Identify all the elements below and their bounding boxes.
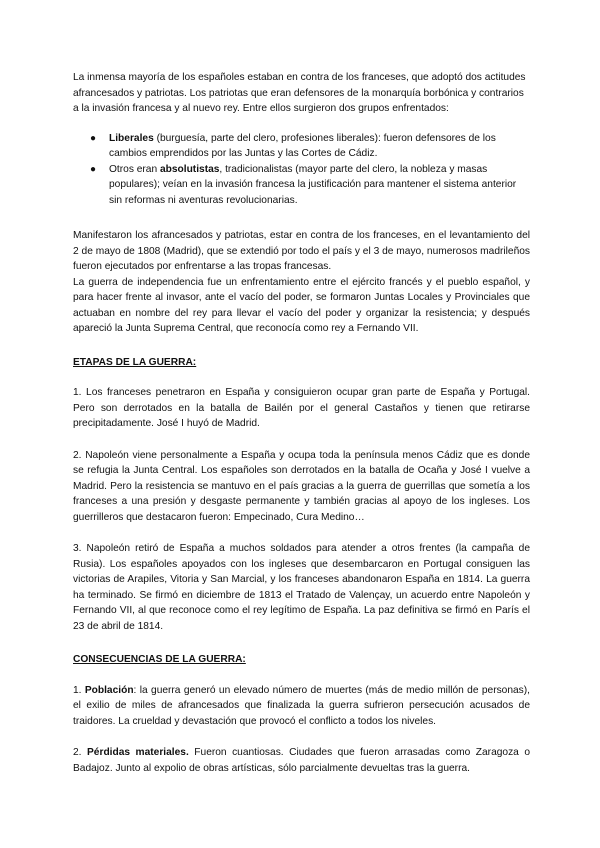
absolutistas-term: absolutistas bbox=[159, 163, 220, 175]
bullet-icon: ● bbox=[90, 163, 97, 175]
absolutistas-prefix: Otros eran bbox=[109, 163, 160, 175]
consecuencia-2 bbox=[73, 745, 530, 776]
list-item-liberales bbox=[90, 131, 530, 162]
consecuencia-2-title: Pérdidas materiales. bbox=[87, 747, 189, 758]
etapa-3: 3. Napoleón retiró de España a muchos soldados para atender a otros frentes (la campaña de Rusia). Los españoles apoyados con los ingleses que desembarcaron en Portugal consiguen las victorias de Arapiles, Vitoria y San Marcial, y los franceses abandonaron España en 1814. La guerra ha terminado. Se firmó en diciembre de 1813 el Tratado de Valençay, un acuerdo entre Napoleón y Fernando VII, al que reconoce como el rey legítimo de España. La paz definitiva se firmó en París el 23 de abril de 1814. bbox=[73, 543, 530, 632]
consecuencia-2-text: Fueron cuantiosas. Ciudades que fueron arrasadas como Zaragoza o Badajoz. Junto al expolio de obras artísticas, sólo parcialmente devueltas tras la guerra. bbox=[73, 747, 531, 774]
etapa-1: 1. Los franceses penetraron en España y consiguieron ocupar gran parte de España y Portugal. Pero son derrotados en la batalla de Bailén por el general Castaños y tienen que retirarse precipitadamente. José I huyó de Madrid. bbox=[73, 387, 530, 429]
etapa-2: 2. Napoleón viene personalmente a España y ocupa toda la península menos Cádiz que es donde se refugia la Junta Central. Los españoles son derrotados en la batalla de Ocaña y José I vuelve a Madrid. Pero la resistencia se mantuvo en el país gracias a la guerra de guerrillas que sometía a los franceses a una presión y desgaste permanente y también gracias al apoyo de los ingleses. Los guerrilleros que destacaron fueron: Empecinado, Cura Medino… bbox=[73, 449, 530, 523]
consecuencia-1-title: Población bbox=[84, 684, 134, 696]
groups-list bbox=[73, 131, 530, 209]
liberales-text: (burguesía, parte del clero, profesiones liberales): fueron defensores de los cambios emprendidos por las Juntas y las Cortes de Cádiz. bbox=[109, 132, 496, 159]
consecuencia-1-num: 1. bbox=[73, 684, 85, 696]
heading-etapas: ETAPAS DE LA GUERRA: bbox=[73, 356, 197, 368]
consecuencia-1 bbox=[73, 683, 530, 730]
absolutistas-text: , tradicionalistas (mayor parte del clero, la nobleza y masas populares); veían en la invasión francesa la justificación para mantener el sistema anterior sin reformas ni aventuras revolucionarias. bbox=[109, 163, 517, 206]
list-item-absolutistas bbox=[90, 162, 530, 209]
consecuencia-1-text: : la guerra generó un elevado número de muertes (más de medio millón de personas), el exilio de miles de afrancesados que finalizada la guerra sufrieron persecución acusados de traidores. La crueldad y devastación que provocó el conflicto a todos los niveles. bbox=[73, 684, 530, 727]
bullet-icon: ● bbox=[90, 132, 97, 144]
intro-paragraph: La inmensa mayoría de los españoles estaban en contra de los franceses, que adoptó dos actitudes afrancesados y patriotas. Los patriotas que eran defensores de la monarquía borbónica y contrarios a la invasión francesa y al nuevo rey. Entre ellos surgieron dos grupos enfrentados: bbox=[73, 72, 526, 114]
liberales-term: Liberales bbox=[109, 132, 154, 144]
heading-consecuencias: CONSECUENCIAS DE LA GUERRA: bbox=[73, 654, 246, 665]
guerra-paragraph: La guerra de independencia fue un enfrentamiento entre el ejército francés y el pueblo español, y para hacer frente al invasor, ante el vacío del poder, se formaron Juntas Locales y Provinciales que actuaban en nombre del rey para llevar el vacío del poder y organizar la resistencia; y después apareció la Junta Suprema Central, que reconocía como rey a Fernando VII. bbox=[73, 276, 530, 334]
consecuencia-2-num: 2. bbox=[73, 747, 88, 758]
manifest-paragraph: Manifestaron los afrancesados y patriotas, estar en contra de los franceses, en el levantamiento del 2 de mayo de 1808 (Madrid), que se extendió por todo el país y el 3 de mayo, numerosos madrileños fueron ejecutados por enfrentarse a las tropas francesas. bbox=[73, 230, 530, 272]
